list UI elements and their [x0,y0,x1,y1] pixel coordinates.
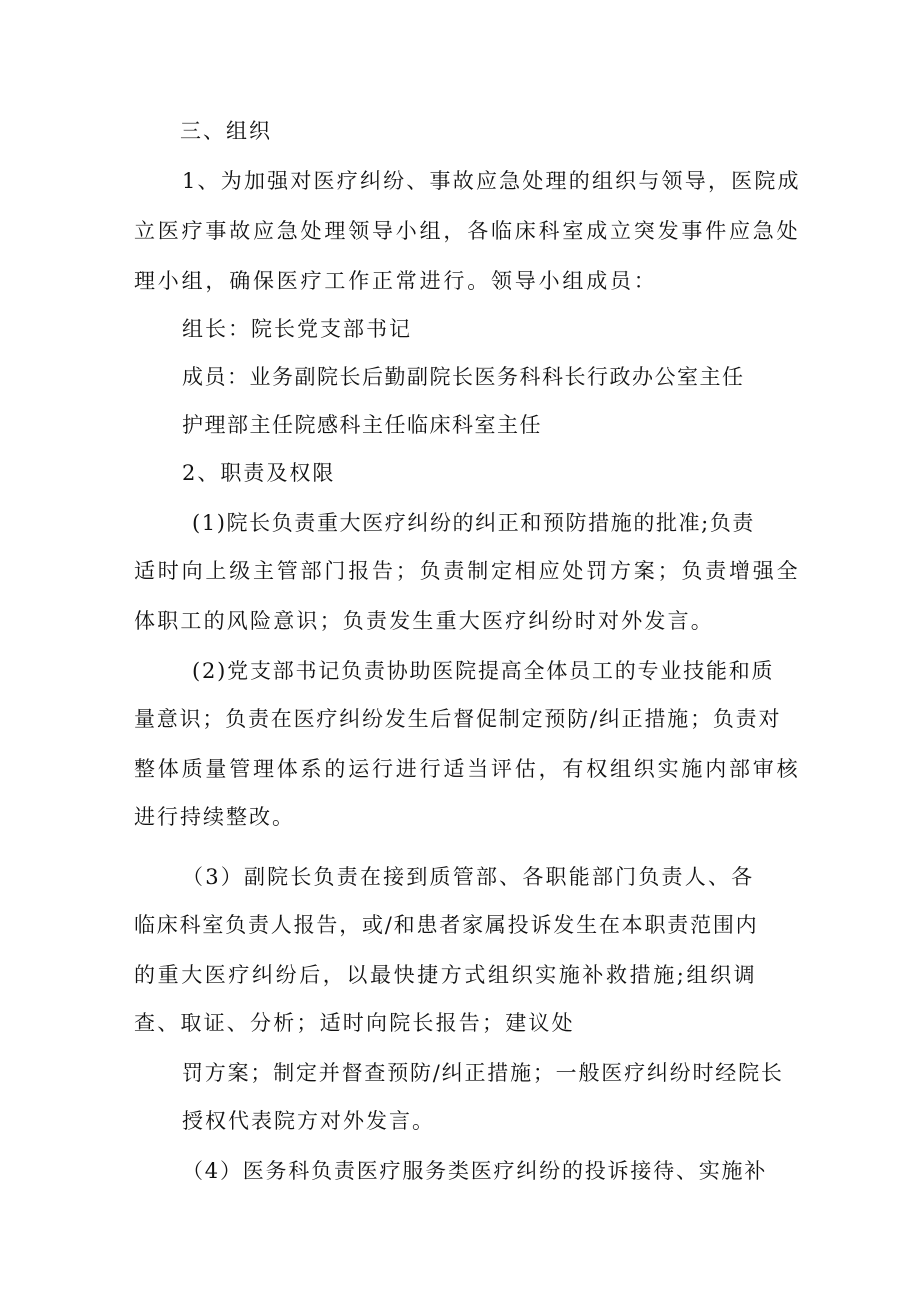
item-2-line-2: 量意识；负责在医疗纠纷发生后督促制定预防/纠正措施；负责对 [134,707,782,731]
section-heading-organization: 三、组织 [180,119,272,143]
paragraph-1-line-3: 理小组，确保医疗工作正常进行。领导小组成员： [134,269,658,293]
item-3-line-5: 罚方案；制定并督查预防/纠正措施；一般医疗纠纷时经院长 [182,1061,784,1085]
item-2-line-3: 整体质量管理体系的运行进行适当评估，有权组织实施内部审核 [134,757,801,781]
item-2-line-4: 进行持续整改。 [134,805,295,829]
section-heading-duties: 2、职责及权限 [182,461,336,485]
item-3-line-4: 查、取证、分析；适时向院长报告；建议处 [134,1011,575,1035]
item-1-line-1: (1)院长负责重大医疗纠纷的纠正和预防措施的批准;负责 [192,511,756,535]
item-4-line-1: （4）医务科负责医疗服务类医疗纠纷的投诉接待、实施补 [182,1159,768,1183]
item-3-line-6: 授权代表院方对外发言。 [182,1109,435,1133]
item-1-line-3: 体职工的风险意识；负责发生重大医疗纠纷时对外发言。 [134,609,714,633]
team-members-line-1: 成员：业务副院长后勤副院长医务科科长行政办公室主任 [182,365,745,389]
paragraph-1-line-2: 立医疗事故应急处理领导小组，各临床科室成立突发事件应急处 [134,219,801,243]
item-3-line-2: 临床科室负责人报告，或/和患者家属投诉发生在本职责范围内 [134,913,759,937]
team-members-line-2: 护理部主任院感科主任临床科室主任 [182,413,542,437]
team-leader-line: 组长：院长党支部书记 [182,317,412,341]
item-3-line-3: 的重大医疗纠纷后，以最快捷方式组织实施补救措施;组织调 [134,963,758,987]
paragraph-1-line-1: 1、为加强对医疗纠纷、事故应急处理的组织与领导，医院成 [182,169,801,193]
item-2-line-1: (2)党支部书记负责协助医院提高全体员工的专业技能和质 [192,659,775,683]
item-1-line-2: 适时向上级主管部门报告；负责制定相应处罚方案；负责增强全 [134,559,801,583]
item-3-line-1: （3）副院长负责在接到质管部、各职能部门负责人、各 [182,865,755,889]
